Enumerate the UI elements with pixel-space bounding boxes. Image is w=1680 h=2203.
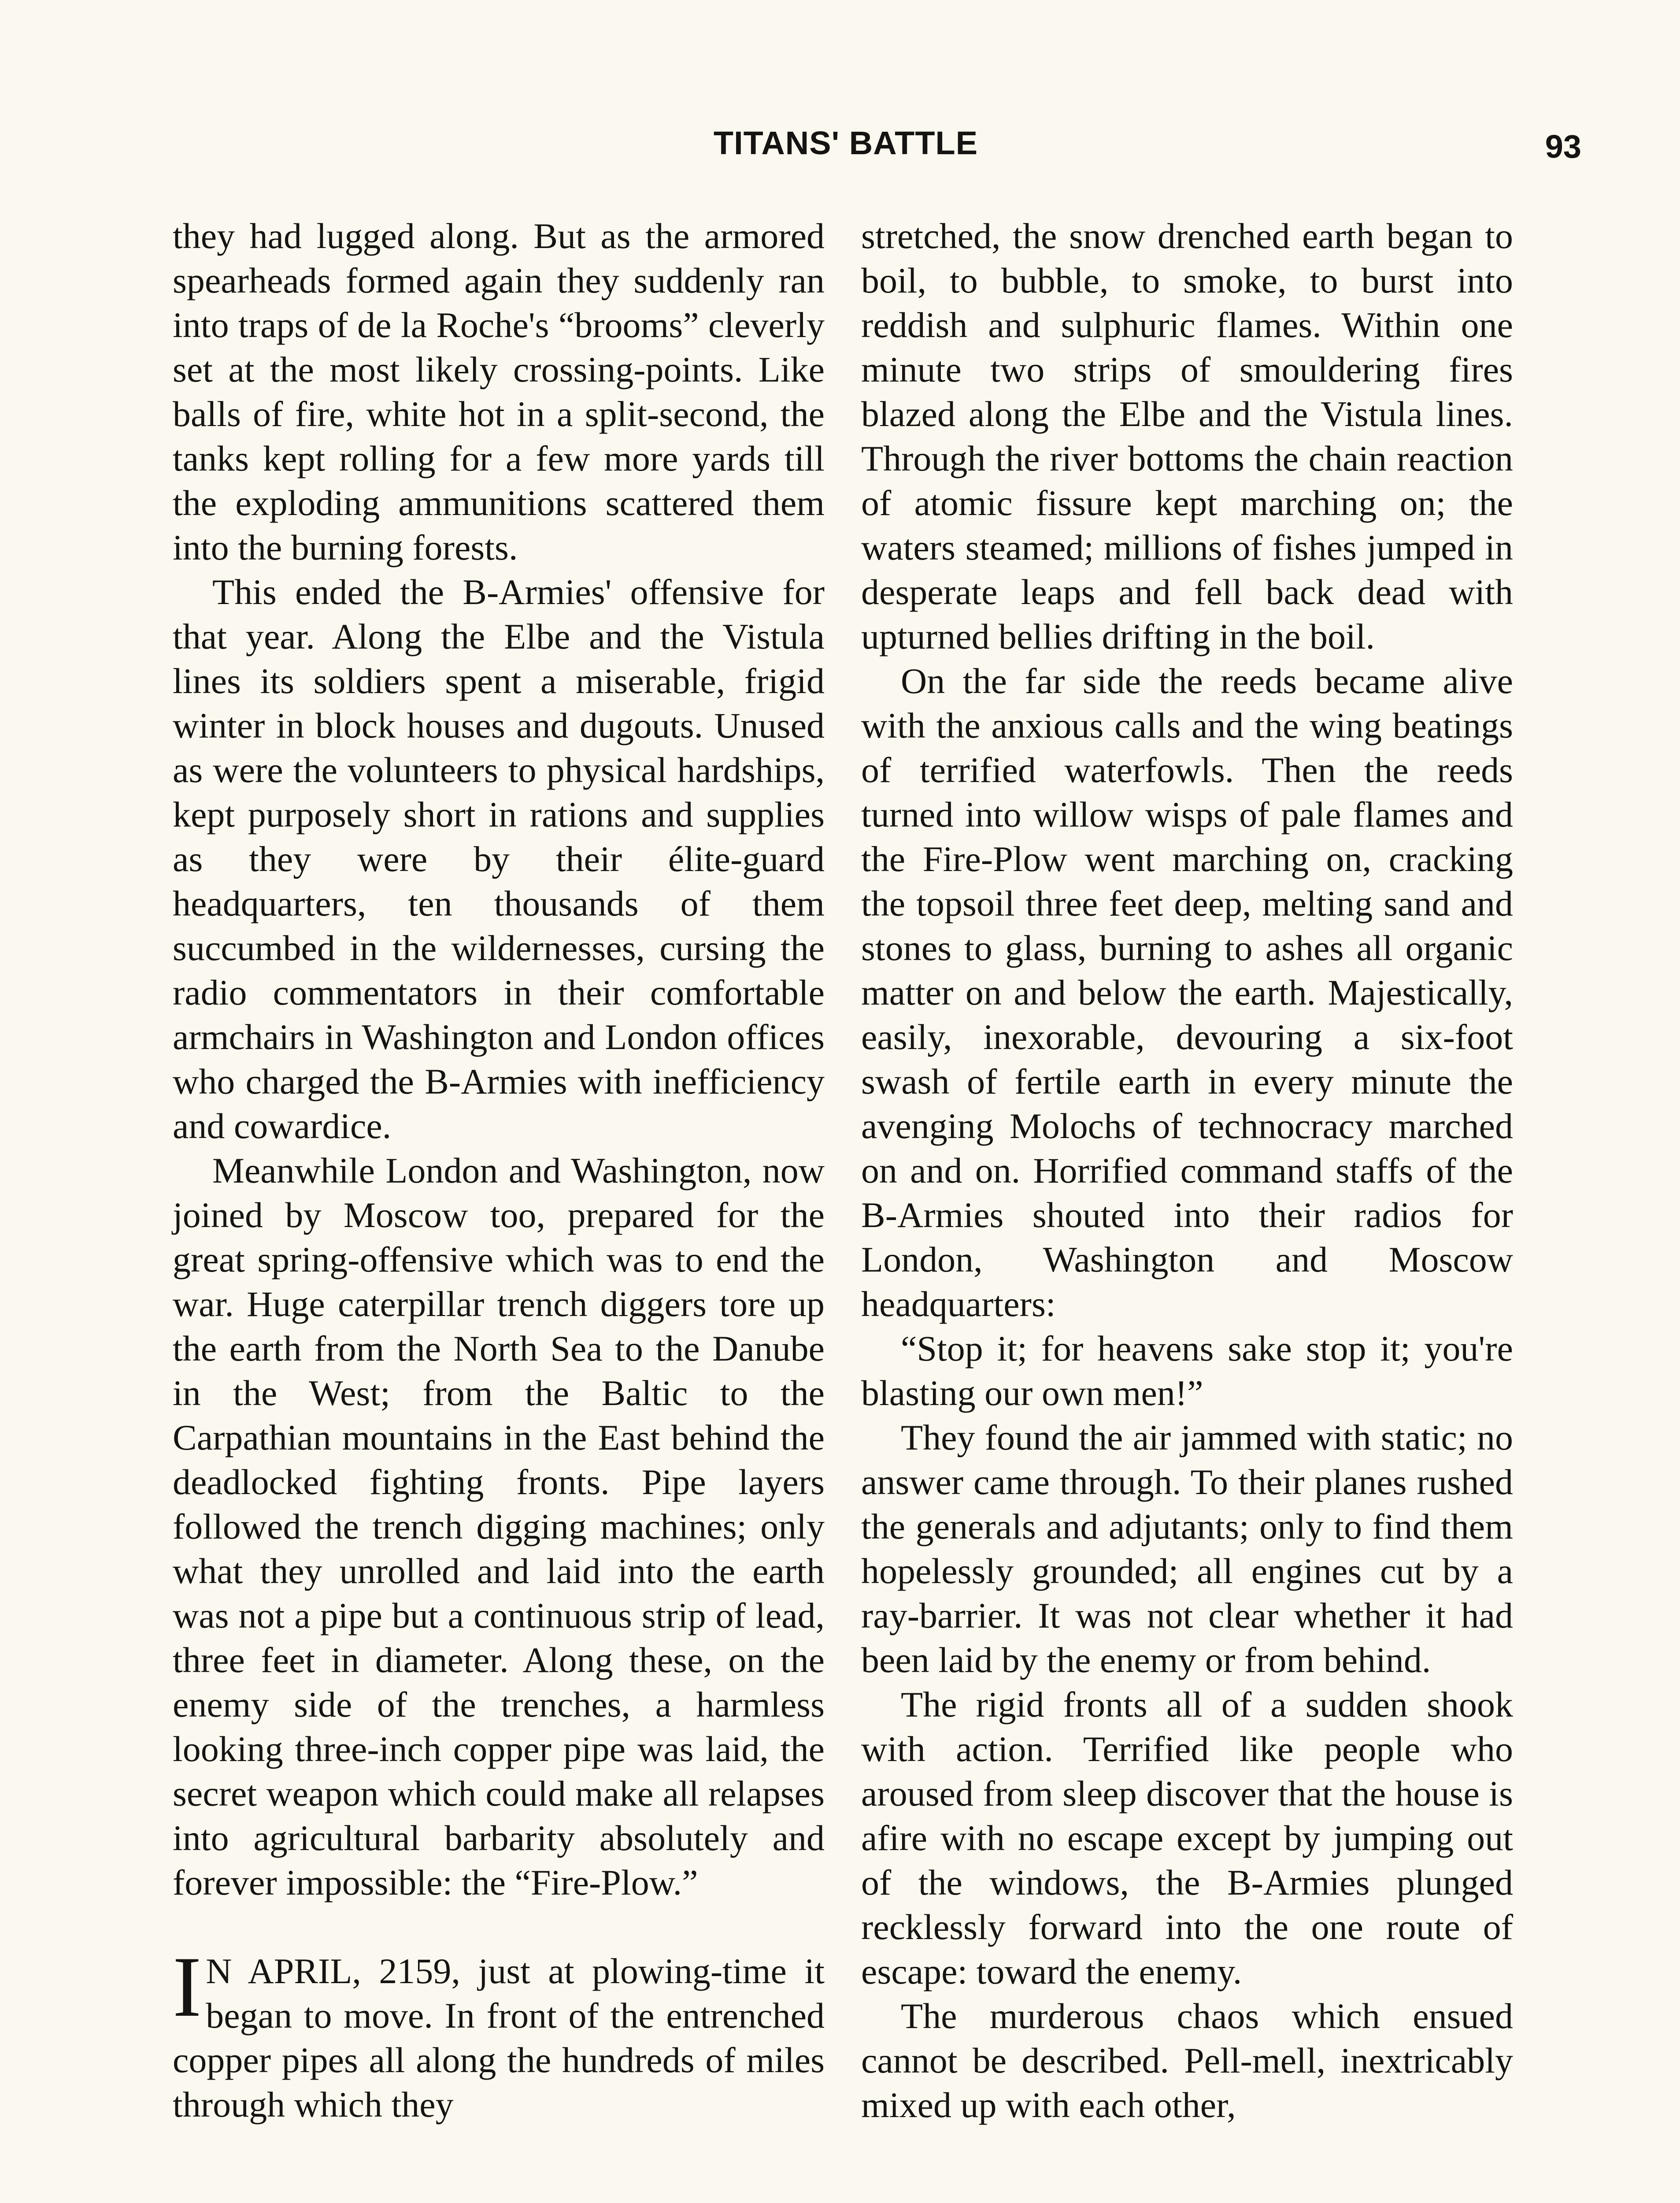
- left-column: [173, 214, 825, 2127]
- paragraph-text: N APRIL, 2159, just at plowing-time it began to move. In front of the entrenched copper pipes all along the hundreds of miles through which they: [173, 1951, 825, 2125]
- paragraph: This ended the B-Armies' offensive for that year. Along the Elbe and the Vistula lines its soldiers spent a miserable, frigid winter in block houses and dugouts. Unused as were the volunteers to physical hardships, kept purposely short in rations and supplies as they were by their élite-guard headquarters, ten thousands of them succumbed in the wildernesses, cursing the radio commentators in their comfortable armchairs in Washington and London offices who charged the B-Armies with inefficiency and cowardice.: [173, 572, 825, 1146]
- paragraph: stretched, the snow drenched earth began to boil, to bubble, to smoke, to burst into reddish and sulphuric flames. Within one minute two strips of smouldering fires blazed along the Elbe and the Vistula lines. Through the river bottoms the chain reaction of atomic fissure kept marching on; the waters steamed; millions of fishes jumped in desperate leaps and fell back dead with upturned bellies drifting in the boil.: [861, 216, 1513, 656]
- right-column: [861, 214, 1513, 2127]
- section-start-paragraph: [173, 1939, 825, 2127]
- paragraph: they had lugged along. But as the armored spearheads formed again they suddenly ran into traps of de la Roche's “brooms” cleverly set at the most likely crossing-points. Like balls of fire, white hot in a split-second, the tanks kept rolling for a few more yards till the exploding ammunitions scattered them into the burning forests.: [173, 216, 825, 567]
- paragraph: They found the air jammed with static; no answer came through. To their planes rushed the generals and adjutants; only to find them hopelessly grounded; all engines cut by a ray-barrier. It was not clear whether it had been laid by the enemy or from behind.: [861, 1417, 1513, 1680]
- running-head-title: TITANS' BATTLE: [713, 125, 978, 161]
- paragraph: On the far side the reeds became alive with the anxious calls and the wing beatings of terrified waterfowls. Then the reeds turned into willow wisps of pale flames and the Fire-Plow went marching on, cracking the topsoil three feet deep, melting sand and stones to glass, burning to ashes all organic matter on and below the earth. Majestically, easily, inexorable, devouring a six-foot swash of fertile earth in every minute the avenging Molochs of technocracy marched on and on. Horrified command staffs of the B-Armies shouted into their radios for London, Washington and Moscow headquarters:: [861, 661, 1513, 1324]
- paragraph: “Stop it; for heavens sake stop it; you're blasting our own men!”: [861, 1328, 1513, 1413]
- paragraph: The murderous chaos which ensued cannot be described. Pell-mell, inextricably mixed up with each other,: [861, 1996, 1513, 2125]
- drop-cap: I: [173, 1939, 202, 2035]
- paragraph: The rigid fronts all of a sudden shook with action. Terrified like people who aroused from sleep discover that the house is afire with no escape except by jumping out of the windows, the B-Armies plunged recklessly forward into the one route of escape: toward the enemy.: [861, 1684, 1513, 1992]
- page-number: 93: [1545, 128, 1581, 165]
- paragraph: Meanwhile London and Washington, now joined by Moscow too, prepared for the great spring-offensive which was to end the war. Huge caterpillar trench diggers tore up the earth from the North Sea to the Danube in the West; from the Baltic to the Carpathian mountains in the East behind the deadlocked fighting fronts. Pipe layers followed the trench digging machines; only what they unrolled and laid into the earth was not a pipe but a continuous strip of lead, three feet in diameter. Along these, on the enemy side of the trenches, a harmless looking three-inch copper pipe was laid, the secret weapon which could make all relapses into agricultural barbarity absolutely and forever impossible: the “Fire-Plow.”: [173, 1150, 825, 1903]
